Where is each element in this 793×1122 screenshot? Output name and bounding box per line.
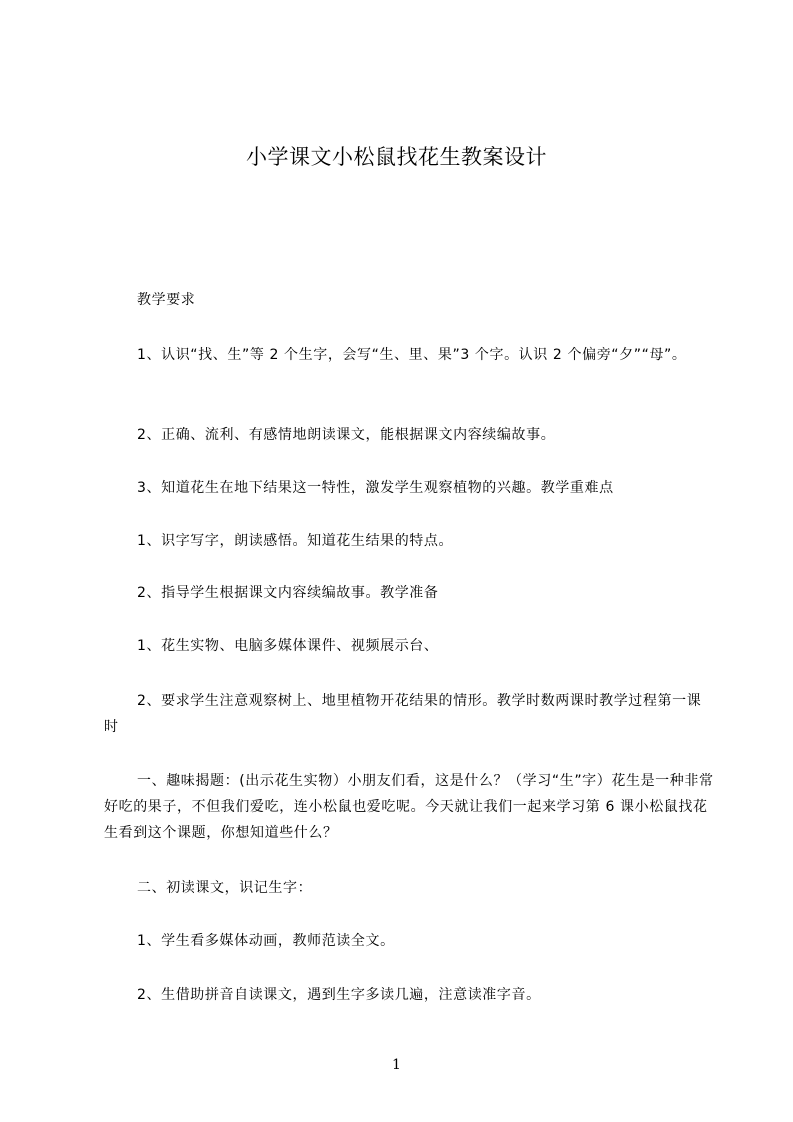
paragraph-key-point-2: 2、指导学生根据课文内容续编故事。教学准备 xyxy=(137,585,439,601)
paragraph-step-2-item-2: 2、生借助拼音自读课文，遇到生字多读几遍，注意读准字音。 xyxy=(137,987,541,1003)
paragraph-preparation-2: 2、要求学生注意观察树上、地里植物开花结果的情形。教学时数两课时教学过程第一课时 xyxy=(104,693,702,735)
paragraph-key-point-1: 1、识字写字，朗读感悟。知道花生结果的特点。 xyxy=(137,533,454,549)
paragraph-requirement-1: 1、认识“找、生”等 2 个生字，会写“生、里、果”3 个字。认识 2 个偏旁“夕”“母”。 xyxy=(137,347,687,363)
paragraph-requirement-3: 3、知道花生在地下结果这一特性，激发学生观察植物的兴趣。教学重难点 xyxy=(137,480,614,496)
document-title: 小学课文小松鼠找花生教案设计 xyxy=(246,145,547,169)
paragraph-step-2-heading: 二、初读课文，识记生字： xyxy=(137,880,313,896)
page-number: 1 xyxy=(392,1057,401,1073)
paragraph-teaching-requirements: 教学要求 xyxy=(137,292,196,308)
paragraph-preparation-1: 1、花生实物、电脑多媒体课件、视频展示台、 xyxy=(137,638,439,654)
paragraph-step-2-item-1: 1、学生看多媒体动画，教师范读全文。 xyxy=(137,933,395,949)
paragraph-step-1: 一、趣味揭题：(出示花生实物）小朋友们看，这是什么？（学习“生”字）花生是一种非常好吃的果子，不但我们爱吃，连小松鼠也爱吃呢。今天就让我们一起来学习第 6 课小松鼠找花生看到这个课题，你想知道些什么？ xyxy=(104,773,714,841)
paragraph-requirement-2: 2、正确、流利、有感情地朗读课文，能根据课文内容续编故事。 xyxy=(137,427,556,443)
